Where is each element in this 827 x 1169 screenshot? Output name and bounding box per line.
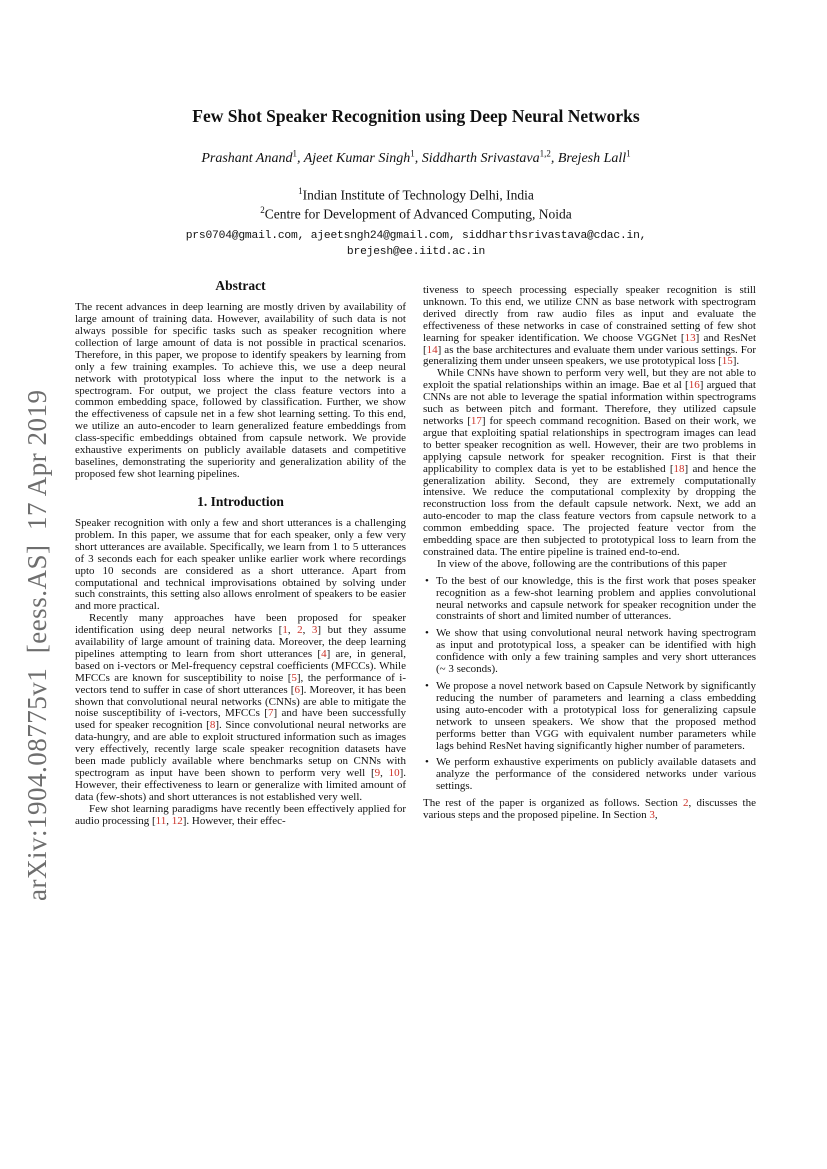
citation-link[interactable]: 14	[426, 343, 438, 356]
author-emails	[75, 229, 757, 261]
email-line: brejesh@ee.iitd.ac.in	[346, 245, 486, 258]
intro-paragraph: Recently many approaches have been proposed for speaker identification using deep neural networks [1, 2, 3] but they assume availability of large amount of training data. Moreover, the deep learning pipelines attempting to learn from short utterances [4] are, in general, based on i-vectors or Mel-frequency cepstral coefficients (MFCCs). While MFCCs are known for susceptibility to noise [5], the performance of i-vectors tend to suffer in case of short utterances [6]. Moreover, it has been shown that convolutional neural networks (CNNs) are able to mitigate the noise susceptibility of i-vectors, MFCCs [7] and have been successfully used for speaker recognition [8]. Since convolutional neural networks are data-hungry, and are able to exploit structured information such as images very effectively, recently large scale speaker recognition datasets have been made publicly available where benchmarks setup on CNNs with spectrogram as input have been shown to perform very well [9, 10]. However, their effectiveness to learn or generalize with limited amount of data (few-shots) and short utterances is not established very well.	[75, 612, 407, 803]
citation-link[interactable]: 7	[267, 707, 274, 720]
paper-title: Few Shot Speaker Recognition using Deep Neural Networks	[192, 106, 640, 126]
left-column	[75, 278, 406, 828]
abstract-heading: Abstract	[215, 278, 266, 293]
citation-link[interactable]: 17	[470, 414, 482, 427]
author: Ajeet Kumar Singh$^1$,	[303, 147, 422, 166]
arxiv-watermark: arXiv:1904.08775v1 [eess.AS] 17 Apr 2019	[22, 389, 52, 901]
intro-paragraph: Few shot learning paradigms have recently been effectively applied for audio processing [11, 12]. However, their effec-	[75, 802, 406, 827]
citation-link[interactable]: 16	[688, 379, 700, 392]
author: Prashant Anand$^1$,	[201, 147, 304, 166]
citation-link[interactable]: 2	[297, 624, 303, 637]
citation-link[interactable]: 12	[171, 814, 183, 827]
body-paragraph: While CNNs have shown to perform very well, but they are not able to exploit the spatial relationships within an image. Bae et al [16] argued that CNNs are not able to leverage the spatial information within spectrograms such as between pitch and formant. Therefore, they utilized capsule networks [17] for speech command recognition. Based on their work, we argue that exploiting spatial relationships in spectrogram images can lead to better speaker recognition as well. However, their are two problems in applying capsule network for speaker recognition. First is that their applicability to complex data is yet to be established [18] and hence the generalization ability. Second, they are extremely computationally intensive. We reduce the computational complexity by dropping the reconstruction loss from the default capsule network. Next, we add an auto-encoder to map the class feature vectors from capsule network to a common embedding space. The projected feature vector from the embedding space are then subjected to prototypical loss to learn from the constrained data. The entire pipeline is trained end-to-end.	[423, 367, 756, 558]
section-link[interactable]: 2	[683, 797, 689, 810]
author: Siddharth Srivastava$^{1,2}$,	[421, 147, 558, 166]
section-link[interactable]: 3	[649, 809, 655, 822]
body-paragraph: In view of the above, following are the contributions of this paper	[437, 557, 727, 570]
affiliations	[75, 185, 757, 224]
contribution-list	[423, 576, 756, 793]
citation-link[interactable]: 9	[374, 767, 381, 779]
citation-link[interactable]: 11	[155, 814, 167, 827]
right-column	[423, 285, 756, 822]
citation-link[interactable]: 3	[311, 624, 318, 637]
citation-link[interactable]: 13	[684, 331, 696, 344]
affiliation-line: $^1$Indian Institute of Technology Delhi, India	[298, 185, 534, 203]
author-line	[75, 148, 757, 167]
contribution-item: • We show that using convolutional neural network having spectrogram as input and prototypical loss, a speaker can be identified with high confidence with only a few training samples and very short utterances (~ 3 seconds).	[423, 628, 756, 676]
citation-link[interactable]: 4	[321, 647, 327, 660]
contribution-item: • We propose a novel network based on Capsule Network by significantly reducing the number of parameters and learning a class embedding using auto-encoder with a prototypical loss for generalizing capsule network to unseen speakers. We show that the proposed method performs better than VGG with equivalent number parameters while lags behind ResNet having significantly higher number of parameters.	[423, 681, 756, 752]
contribution-item: • To the best of our knowledge, this is the first work that poses speaker recognition as a few-shot learning problem and applies convolutional neural networks and capsule network for speaker recognition under the constraints of short and limited number of utterances.	[423, 576, 756, 624]
affiliation-line: $^2$Centre for Development of Advanced Computing, Noida	[260, 205, 572, 222]
intro-paragraph: Speaker recognition with only a few and short utterances is a challenging problem. In this paper, we assume that for each speaker, only a few very short utterances are available. Specifically, we learn from 1 to 5 utterances of 3 seconds each for each speaker unlike earlier work where recordings upto 10 seconds are considered as a short utterance. Apart from computational and technical improvisations obtained by solving under such constraints, this setting also allows enrolment of speakers to be easier and more practical.	[75, 516, 406, 613]
paper-header	[75, 106, 757, 261]
citation-link[interactable]: 10	[388, 767, 400, 779]
citation-link[interactable]: 1	[282, 624, 288, 637]
abstract-text: The recent advances in deep learning are mostly driven by availability of large amount of training data. However, availability of such data is not always possible for specific tasks such as speaker recognition where collection of large amount of data is not possible in practical scenarios. Therefore, in this paper, we propose to identify speakers by learning from only a few training examples. To achieve this, we use a deep neural network with prototypical loss where the input to the network is a spectrogram. For output, we project the class feature vectors into a common embedding space, followed by classification. Further, we show the effectiveness of capsule net in a few shot learning setting. To this end, we utilize an auto-encoder to learn generalized feature embeddings from class-specific embeddings obtained from capsule network. We provide exhaustive experiments on publicly available datasets and competitive baselines, demonstrating the superiority and generalization ability of the proposed few shot learning pipelines.	[75, 301, 406, 480]
citation-link[interactable]: 15	[721, 355, 733, 368]
citation-link[interactable]: 18	[673, 462, 685, 475]
body-paragraph: tiveness to speech processing especially speaker recognition is still unknown. To this end, we utilize CNN as base network with spectrogram derived directly from raw audio files as input and evaluate the effectiveness of these networks in case of constrained setting of few shot learning for speaker identification. We choose VGGNet [13] and ResNet [14] as the base architectures and evaluate them under various settings. For generalizing them under unseen speakers, we use prototypical loss [15].	[423, 284, 757, 368]
closing-paragraph: The rest of the paper is organized as follows. Section 2, discusses the various steps and the proposed pipeline. In Section 3,	[423, 797, 756, 822]
author: Brejesh Lall$^1$	[557, 147, 631, 166]
citation-link[interactable]: 6	[294, 683, 300, 696]
citation-link[interactable]: 8	[209, 719, 216, 732]
email-line: prs0704@gmail.com, ajeetsngh24@gmail.com, siddharthsrivastava@cdac.in,	[185, 229, 647, 242]
citation-link[interactable]: 5	[291, 671, 297, 684]
section-heading-introduction: 1. Introduction	[197, 493, 284, 509]
contribution-item: • We perform exhaustive experiments on publicly available datasets and analyze the performance of the considered networks under various settings.	[423, 757, 756, 793]
